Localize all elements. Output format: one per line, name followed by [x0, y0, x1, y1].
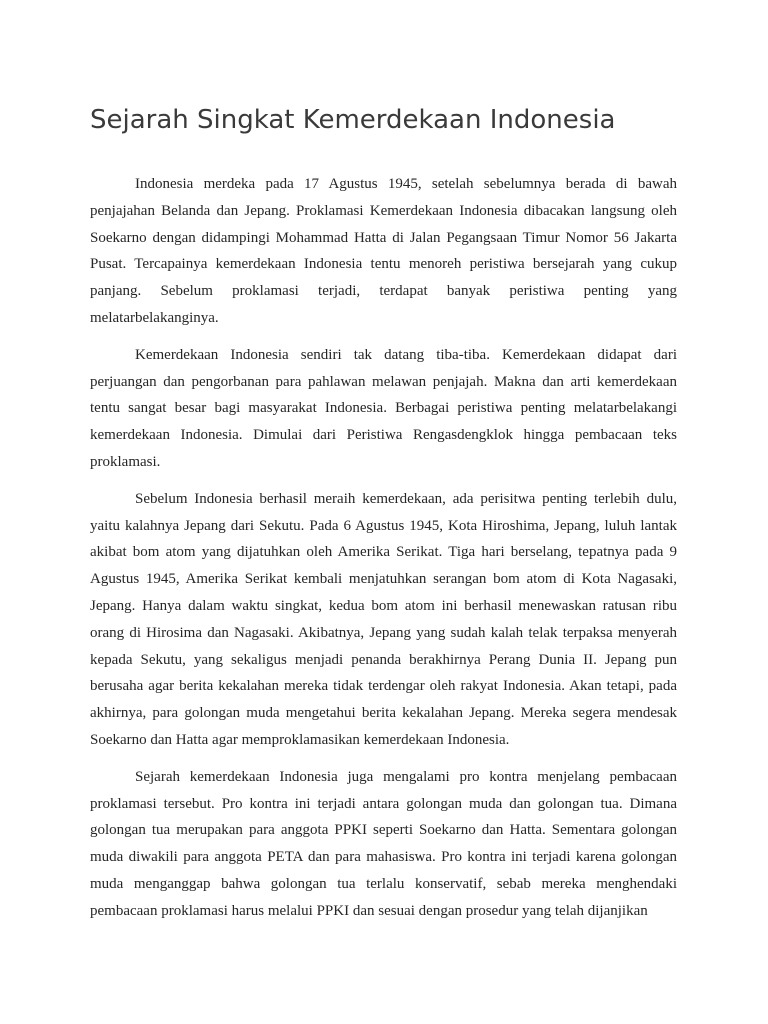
paragraph: Sebelum Indonesia berhasil meraih kemerdekaan, ada perisitwa penting terlebih dulu, yaitu kalahnya Jepang dari Sekutu. Pada 6 Agustus 1945, Kota Hiroshima, Jepang, luluh lantak akibat bom atom yang dijatuhkan oleh Amerika Serikat. Tiga hari berselang, tepatnya pada 9 Agustus 1945, Amerika Serikat kembali menjatuhkan serangan bom atom di Kota Nagasaki, Jepang. Hanya dalam waktu singkat, kedua bom atom ini berhasil menewaskan ratusan ribu orang di Hirosima dan Nagasaki. Akibatnya, Jepang yang sudah kalah telak terpaksa menyerah kepada Sekutu, yang sekaligus menjadi penanda berakhirnya Perang Dunia II. Jepang pun berusaha agar berita kekalahan mereka tidak terdengar oleh rakyat Indonesia. Akan tetapi, pada akhirnya, para golongan muda mengetahui berita kekalahan Jepang. Mereka segera mendesak Soekarno dan Hatta agar memproklamasikan kemerdekaan Indonesia. [90, 490, 677, 748]
document-title: Sejarah Singkat Kemerdekaan Indonesia [90, 105, 616, 135]
paragraph: Kemerdekaan Indonesia sendiri tak datang tiba-tiba. Kemerdekaan didapat dari perjuangan dan pengorbanan para pahlawan melawan penjajah. Makna dan arti kemerdekaan tentu sangat besar bagi masyarakat Indonesia. Berbagai peristiwa penting melatarbelakangi kemerdekaan Indonesia. Dimulai dari Peristiwa Rengasdengklok hingga pembacaan teks proklamasi. [90, 346, 677, 470]
paragraph: Indonesia merdeka pada 17 Agustus 1945, setelah sebelumnya berada di bawah penjajahan Belanda dan Jepang. Proklamasi Kemerdekaan Indonesia dibacakan langsung oleh Soekarno dengan didampingi Mohammad Hatta di Jalan Pegangsaan Timur Nomor 56 Jakarta Pusat. Tercapainya kemerdekaan Indonesia tentu menoreh peristiwa bersejarah yang cukup panjang. Sebelum proklamasi terjadi, terdapat banyak peristiwa penting yang melatarbelakanginya. [90, 176, 677, 326]
paragraph: Sejarah kemerdekaan Indonesia juga mengalami pro kontra menjelang pembacaan proklamasi tersebut. Pro kontra ini terjadi antara golongan muda dan golongan tua. Dimana golongan tua merupakan para anggota PPKI seperti Soekarno dan Hatta. Sementara golongan muda diwakili para anggota PETA dan para mahasiswa. Pro kontra ini terjadi karena golongan muda menganggap bahwa golongan tua terlalu konservatif, sebab mereka menghendaki pembacaan proklamasi harus melalui PPKI dan sesuai dengan prosedur yang telah dijanjikan [90, 768, 677, 919]
document-body [90, 171, 677, 935]
